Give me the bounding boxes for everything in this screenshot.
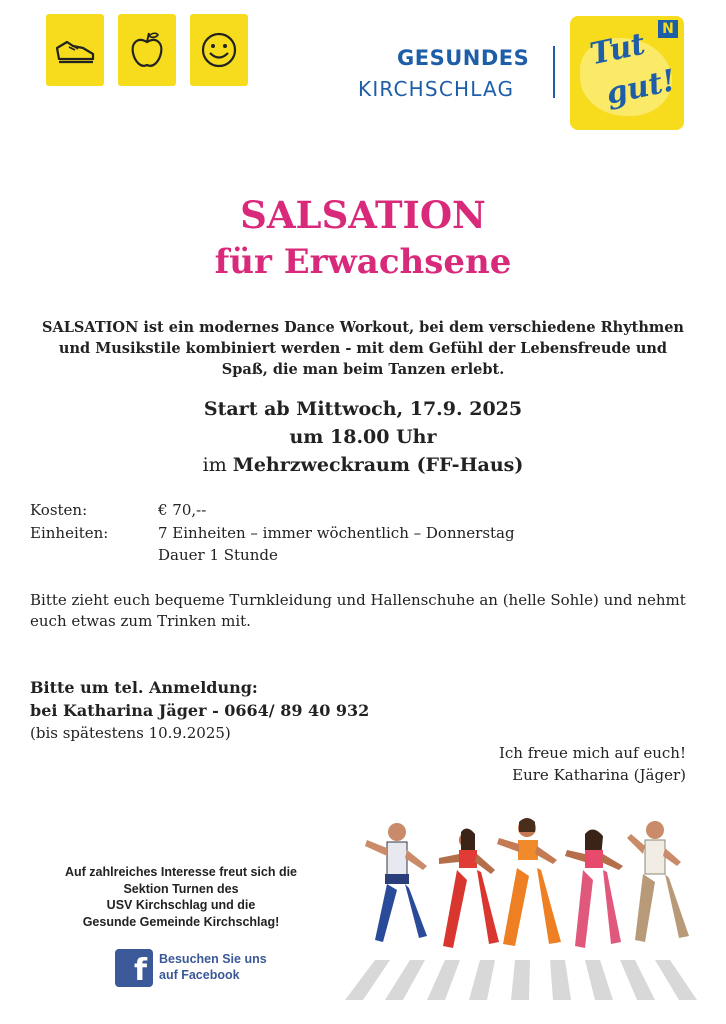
location [0,454,726,476]
brand-line1: GESUNDES [397,46,530,70]
smiley-tile [190,14,248,86]
footer-line1: Auf zahlreiches Interesse freut sich die [64,865,298,879]
registration-deadline: (bis spätestens 10.9.2025) [30,724,231,742]
page-title: SALSATION [240,193,486,237]
footer-line3: USV Kirchschlag und die [106,898,256,912]
dance-floor [345,960,697,1000]
location-name: Mehrzweckraum (FF-Haus) [232,454,524,476]
clothing-note: Bitte zieht euch bequeme Turnkleidung und Hallenschuhe an (helle Sohle) und nehmt euch etwas zum Trinken mit. [30,591,686,630]
units-label: Einheiten: [30,524,109,542]
brand-line2: KIRCHSCHLAG [358,77,515,101]
dancer-3 [497,818,561,946]
cost-value: € 70,-- [158,501,207,519]
facebook-icon[interactable]: f [115,949,153,987]
smiley-icon [197,28,241,72]
dancer-1 [365,823,427,942]
brand-separator [553,46,555,98]
footer-line2: Sektion Turnen des [123,881,239,896]
start-date: Start ab Mittwoch, 17.9. 2025 [203,398,523,420]
apple-tile [118,14,176,86]
badge-text-line2: gut! [603,63,679,112]
facebook-line1[interactable]: Besuchen Sie uns [159,952,267,966]
page-subtitle: für Erwachsene [214,242,512,282]
facebook-line2[interactable]: auf Facebook [159,968,240,982]
cost-label: Kosten: [30,501,88,519]
dancers-illustration [335,810,707,1010]
tut-gut-badge [570,16,684,130]
facebook-link[interactable] [159,951,267,983]
dancer-5 [627,821,689,942]
location-prefix: im [202,454,227,476]
footer-line4: Gesunde Gemeinde Kirchschlag! [82,914,280,929]
greeting-signature: Eure Katharina (Jäger) [512,766,686,784]
apple-icon [125,28,169,72]
registration-heading: Bitte um tel. Anmeldung: [30,678,258,697]
intro-paragraph: SALSATION ist ein modernes Dance Workout, bei dem verschiedene Rhythmen und Musikstile kombiniert werden - mit dem Gefühl der Lebensfreude und Spaß, die man beim Tanzen erlebt. [42,319,684,378]
dancer-2 [439,828,499,948]
badge-flag: N [658,20,678,38]
registration-contact: bei Katharina Jäger - 0664/ 89 40 932 [30,701,370,720]
start-time: um 18.00 Uhr [289,426,437,448]
duration-value: Dauer 1 Stunde [158,546,278,564]
units-value: 7 Einheiten – immer wöchentlich – Donnerstag [158,524,515,542]
badge-text-line1: Tut [586,26,649,73]
running-shoe-icon [53,28,97,68]
shoe-tile [46,14,104,86]
dancer-4 [565,829,623,948]
greeting-line1: Ich freue mich auf euch! [498,744,686,762]
footer-message [40,864,322,930]
